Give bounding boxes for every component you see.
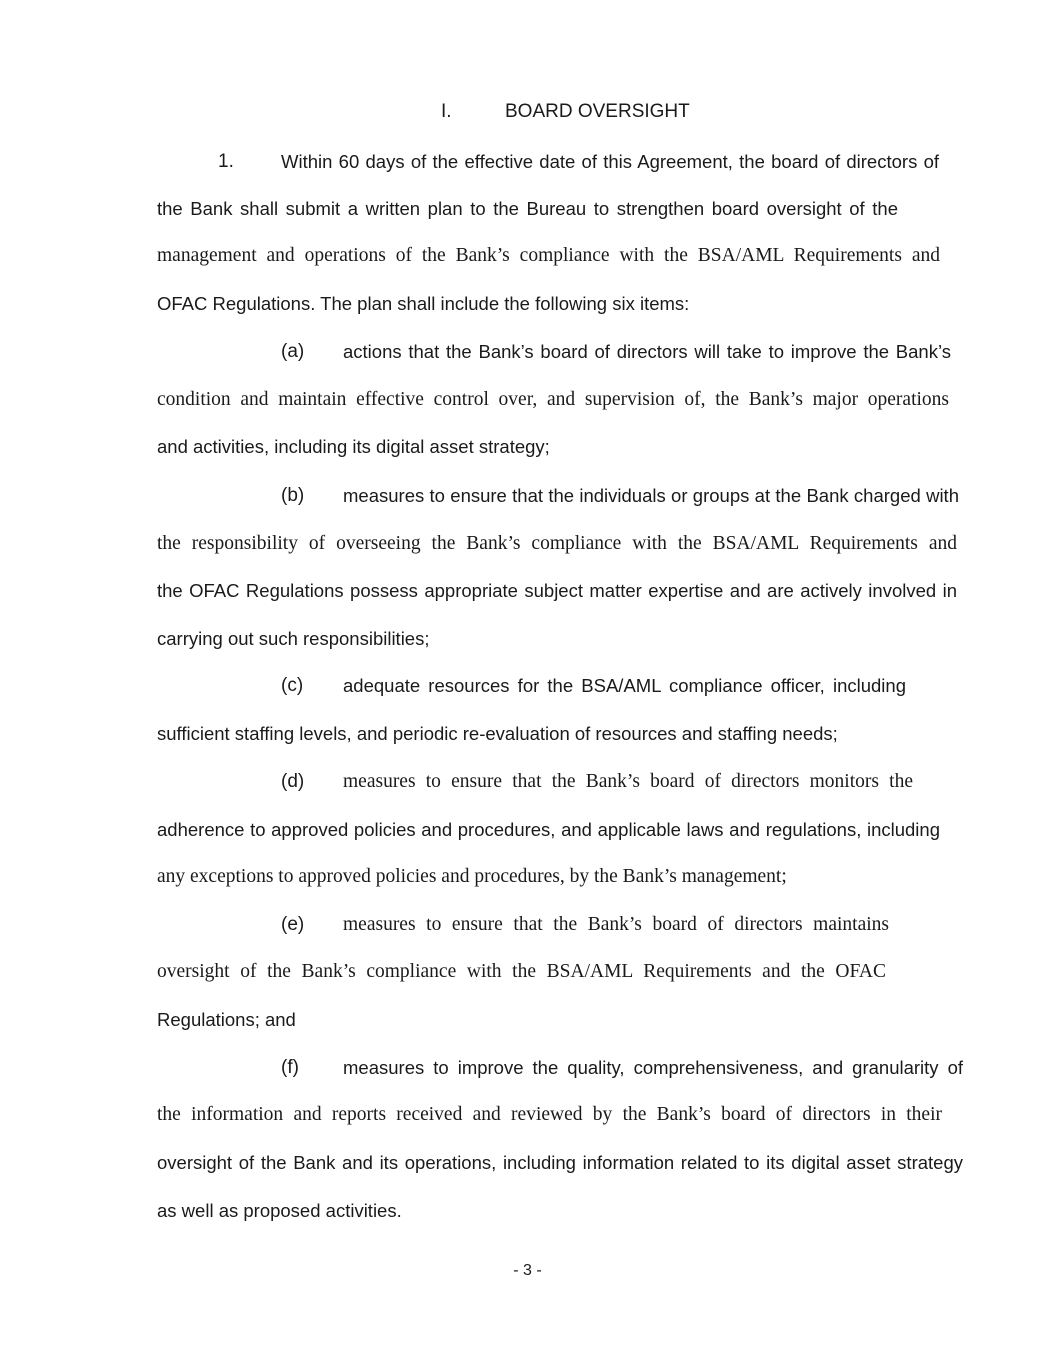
item-b-line-3: the OFAC Regulations possess appropriate subject matter expertise and are actively involved in — [157, 580, 957, 601]
item-f-line-3: oversight of the Bank and its operations, including information related to its digital asset strategy — [157, 1152, 963, 1173]
item-f-line-4: as well as proposed activities. — [157, 1200, 402, 1221]
item-c-label: (c) — [281, 675, 304, 696]
paragraph-1-line-3: management and operations of the Bank’s compliance with the BSA/AML Requirements and — [157, 245, 940, 266]
item-d-line-2: adherence to approved policies and procedures, and applicable laws and regulations, including — [157, 819, 940, 840]
item-f-label: (f) — [281, 1057, 299, 1078]
item-e-line-2: oversight of the Bank’s compliance with the BSA/AML Requirements and the OFAC — [157, 961, 886, 982]
item-f-line-2: the information and reports received and reviewed by the Bank’s board of directors in their — [157, 1104, 942, 1125]
section-title: BOARD OVERSIGHT — [505, 101, 690, 122]
paragraph-1-line-1: Within 60 days of the effective date of this Agreement, the board of directors of — [281, 151, 939, 172]
item-d-line-3: any exceptions to approved policies and procedures, by the Bank’s management; — [157, 866, 787, 887]
item-e-line-3: Regulations; and — [157, 1009, 296, 1030]
item-d-line-1: measures to ensure that the Bank’s board of directors monitors the — [343, 771, 913, 792]
paragraph-1-line-2: the Bank shall submit a written plan to the Bureau to strengthen board oversight of the — [157, 198, 898, 219]
item-b-line-2: the responsibility of overseeing the Bank’s compliance with the BSA/AML Requirements and — [157, 533, 957, 554]
paragraph-1-line-4: OFAC Regulations. The plan shall include the following six items: — [157, 293, 690, 314]
item-b-label: (b) — [281, 485, 305, 506]
item-a-line-3: and activities, including its digital asset strategy; — [157, 436, 550, 457]
item-a-line-2: condition and maintain effective control over, and supervision of, the Bank’s major operations — [157, 389, 949, 410]
item-e-line-1: measures to ensure that the Bank’s board of directors maintains — [343, 914, 889, 935]
item-b-line-1: measures to ensure that the individuals or groups at the Bank charged with — [343, 485, 959, 506]
section-number: I. — [441, 101, 452, 122]
item-c-line-2: sufficient staffing levels, and periodic re-evaluation of resources and staffing needs; — [157, 723, 838, 744]
item-d-label: (d) — [281, 771, 305, 792]
item-a-label: (a) — [281, 341, 305, 362]
section-heading — [0, 101, 1055, 125]
item-b-line-4: carrying out such responsibilities; — [157, 628, 430, 649]
item-a-line-1: actions that the Bank’s board of directors will take to improve the Bank’s — [343, 341, 951, 362]
item-f-line-1: measures to improve the quality, comprehensiveness, and granularity of — [343, 1057, 963, 1078]
item-c-line-1: adequate resources for the BSA/AML compliance officer, including — [343, 675, 906, 696]
paragraph-number: 1. — [218, 151, 234, 172]
page-number: - 3 - — [513, 1262, 542, 1279]
item-e-label: (e) — [281, 914, 305, 935]
